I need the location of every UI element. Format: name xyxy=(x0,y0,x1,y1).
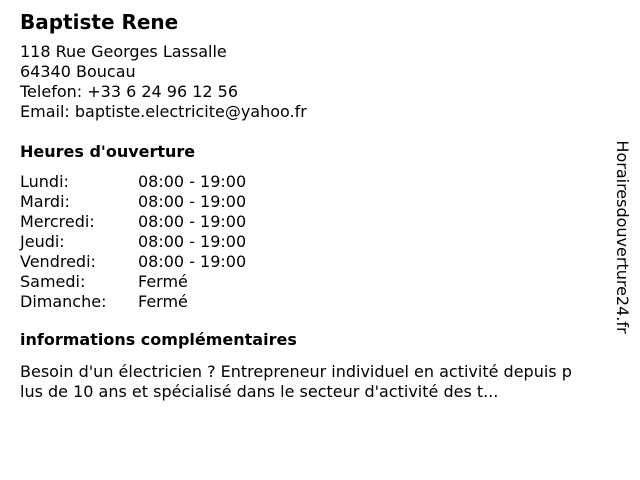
hours-value: 08:00 - 19:00 xyxy=(138,172,247,191)
day-label: Dimanche: xyxy=(20,292,107,311)
hours-row xyxy=(20,212,590,232)
hours-value: Fermé xyxy=(138,292,188,311)
hours-value: 08:00 - 19:00 xyxy=(138,232,247,251)
hours-row xyxy=(20,232,590,252)
site-watermark: Horairesdouverture24.fr xyxy=(613,140,632,334)
hours-row xyxy=(20,272,590,292)
day-label: Mercredi: xyxy=(20,212,95,231)
hours-row xyxy=(20,292,590,312)
business-card xyxy=(20,8,590,402)
hours-row xyxy=(20,252,590,272)
hours-row xyxy=(20,172,590,192)
opening-hours-table xyxy=(20,172,590,312)
additional-info-text: Besoin d'un électricien ? Entrepreneur individuel en activité depuis plus de 10 ans et spécialisé dans le secteur d'activité des t... xyxy=(20,362,572,401)
hours-value: 08:00 - 19:00 xyxy=(138,252,247,271)
additional-info-heading: informations complémentaires xyxy=(20,330,297,349)
opening-hours-heading: Heures d'ouverture xyxy=(20,142,196,161)
address-city: 64340 Boucau xyxy=(20,62,136,81)
hours-value: 08:00 - 19:00 xyxy=(138,192,247,211)
phone-line: Telefon: +33 6 24 96 12 56 xyxy=(20,82,239,101)
hours-row xyxy=(20,192,590,212)
day-label: Jeudi: xyxy=(20,232,65,251)
day-label: Vendredi: xyxy=(20,252,96,271)
hours-value: 08:00 - 19:00 xyxy=(138,212,247,231)
hours-value: Fermé xyxy=(138,272,188,291)
email-line: Email: baptiste.electricite@yahoo.fr xyxy=(20,102,307,121)
business-name: Baptiste Rene xyxy=(20,10,179,34)
day-label: Lundi: xyxy=(20,172,69,191)
day-label: Mardi: xyxy=(20,192,70,211)
day-label: Samedi: xyxy=(20,272,86,291)
address-street: 118 Rue Georges Lassalle xyxy=(20,42,227,61)
